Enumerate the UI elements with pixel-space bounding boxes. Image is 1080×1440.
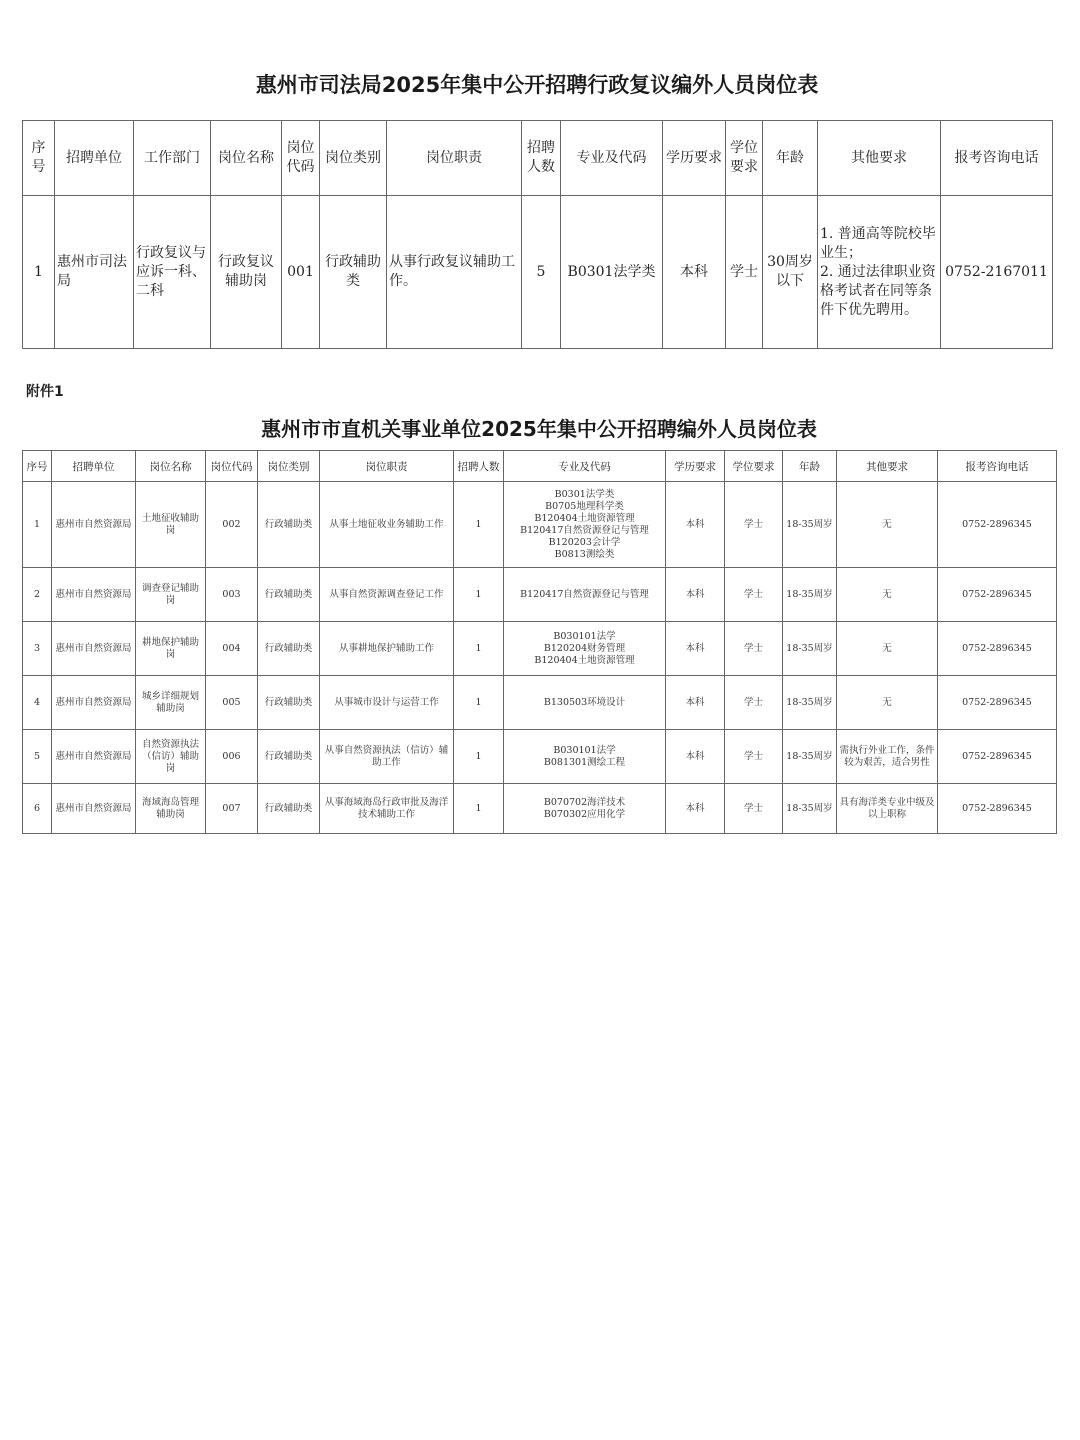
degree-requirement: 学士	[725, 568, 783, 622]
major-item: B081301测绘工程	[543, 756, 626, 768]
row-number: 5	[23, 730, 52, 784]
recruit-count: 1	[454, 784, 504, 834]
major-item: B070302应用化学	[543, 808, 626, 820]
education-requirement: 本科	[666, 568, 725, 622]
recruit-count: 1	[454, 622, 504, 676]
post-category: 行政辅助类	[258, 730, 320, 784]
table1-header-cell: 招聘人数	[522, 121, 561, 196]
recruit-count: 1	[454, 568, 504, 622]
table2-header-cell: 学历要求	[666, 451, 725, 482]
table1-header-cell: 岗位类别	[320, 121, 387, 196]
age-requirement: 18-35周岁	[783, 730, 837, 784]
document-sheet-judicial-bureau	[22, 50, 1052, 349]
other-requirements: 无	[837, 622, 938, 676]
row-number: 2	[23, 568, 52, 622]
post-duty: 从事行政复议辅助工作。	[387, 196, 522, 349]
table2-header-cell: 序号	[23, 451, 52, 482]
degree-requirement: 学士	[725, 676, 783, 730]
table1-row	[23, 196, 1053, 349]
table1	[22, 120, 1053, 349]
table1-header-cell: 岗位代码	[282, 121, 320, 196]
post-name: 海域海岛管理辅助岗	[136, 784, 206, 834]
contact-phone: 0752-2167011	[941, 196, 1053, 349]
post-category: 行政辅助类	[258, 676, 320, 730]
recruiting-unit: 惠州市自然资源局	[52, 676, 136, 730]
table1-title: 惠州市司法局2025年集中公开招聘行政复议编外人员岗位表	[255, 73, 819, 97]
table-row	[23, 568, 1057, 622]
post-duty: 从事耕地保护辅助工作	[320, 622, 454, 676]
degree-requirement: 学士	[725, 482, 783, 568]
age-requirement: 18-35周岁	[783, 676, 837, 730]
post-name: 自然资源执法（信访）辅助岗	[136, 730, 206, 784]
recruit-count: 1	[454, 482, 504, 568]
contact-phone: 0752-2896345	[938, 676, 1057, 730]
post-code: 002	[206, 482, 258, 568]
age-requirement: 30周岁以下	[763, 196, 818, 349]
recruit-count: 5	[522, 196, 561, 349]
education-requirement: 本科	[666, 730, 725, 784]
table2-header-cell: 学位要求	[725, 451, 783, 482]
table-row	[23, 482, 1057, 568]
attachment-label: 附件1	[26, 384, 64, 400]
major-item: B120417自然资源登记与管理	[520, 524, 649, 536]
table1-header-cell: 专业及代码	[561, 121, 663, 196]
recruiting-unit: 惠州市自然资源局	[52, 568, 136, 622]
major-item: B120417自然资源登记与管理	[520, 588, 649, 600]
major-item: B0705地理科学类	[545, 500, 624, 512]
recruiting-unit: 惠州市自然资源局	[52, 622, 136, 676]
table-row	[23, 784, 1057, 834]
major-item: B130503环境设计	[543, 696, 626, 708]
major-codes	[504, 676, 666, 730]
major-item: B120404土地资源管理	[534, 654, 635, 666]
table-row	[23, 622, 1057, 676]
row-number: 3	[23, 622, 52, 676]
document-sheet-municipal-agencies	[22, 378, 1056, 834]
table2-header-cell: 岗位名称	[136, 451, 206, 482]
post-code: 005	[206, 676, 258, 730]
row-number: 6	[23, 784, 52, 834]
post-name: 行政复议辅助岗	[211, 196, 282, 349]
post-name: 调查登记辅助岗	[136, 568, 206, 622]
table1-header-cell: 序号	[23, 121, 55, 196]
post-code: 006	[206, 730, 258, 784]
table2-header-cell: 岗位代码	[206, 451, 258, 482]
table1-header-cell: 招聘单位	[55, 121, 134, 196]
row-number: 4	[23, 676, 52, 730]
table2-header-row	[23, 451, 1057, 482]
post-category: 行政辅助类	[320, 196, 387, 349]
post-code: 004	[206, 622, 258, 676]
table1-header-row	[23, 121, 1053, 196]
recruiting-unit: 惠州市司法局	[55, 196, 134, 349]
table2	[22, 450, 1057, 834]
degree-requirement: 学士	[726, 196, 763, 349]
degree-requirement: 学士	[725, 622, 783, 676]
other-requirements: 需执行外业工作，条件较为艰苦，适合男性	[837, 730, 938, 784]
table2-header-cell: 专业及代码	[504, 451, 666, 482]
other-requirements	[818, 196, 941, 349]
major-item: B0813测绘类	[554, 548, 615, 560]
post-duty: 从事自然资源执法（信访）辅助工作	[320, 730, 454, 784]
table2-header-cell: 招聘人数	[454, 451, 504, 482]
other-requirement-1: 1. 普通高等院校毕业生；	[820, 225, 936, 261]
table2-header-cell: 年龄	[783, 451, 837, 482]
major-codes	[504, 482, 666, 568]
major-item: B030101法学	[553, 630, 616, 642]
table1-header-cell: 工作部门	[134, 121, 211, 196]
table1-header-cell: 学位要求	[726, 121, 763, 196]
age-requirement: 18-35周岁	[783, 622, 837, 676]
post-name: 耕地保护辅助岗	[136, 622, 206, 676]
contact-phone: 0752-2896345	[938, 784, 1057, 834]
table1-header-cell: 报考咨询电话	[941, 121, 1053, 196]
table1-header-cell: 岗位职责	[387, 121, 522, 196]
post-name: 土地征收辅助岗	[136, 482, 206, 568]
table1-header-cell: 学历要求	[663, 121, 726, 196]
contact-phone: 0752-2896345	[938, 622, 1057, 676]
other-requirement-2: 2. 通过法律职业资格考试者在同等条件下优先聘用。	[820, 263, 936, 318]
major-code: B0301法学类	[561, 196, 663, 349]
major-item: B120204财务管理	[543, 642, 626, 654]
table2-header-cell: 岗位类别	[258, 451, 320, 482]
major-codes	[504, 622, 666, 676]
education-requirement: 本科	[663, 196, 726, 349]
age-requirement: 18-35周岁	[783, 568, 837, 622]
post-code: 001	[282, 196, 320, 349]
major-item: B120203会计学	[548, 536, 621, 548]
post-category: 行政辅助类	[258, 784, 320, 834]
row-number: 1	[23, 482, 52, 568]
table1-header-cell: 年龄	[763, 121, 818, 196]
major-item: B120404土地资源管理	[534, 512, 635, 524]
education-requirement: 本科	[666, 676, 725, 730]
contact-phone: 0752-2896345	[938, 730, 1057, 784]
education-requirement: 本科	[666, 482, 725, 568]
recruiting-unit: 惠州市自然资源局	[52, 482, 136, 568]
major-codes	[504, 730, 666, 784]
other-requirements: 具有海洋类专业中级及以上职称	[837, 784, 938, 834]
age-requirement: 18-35周岁	[783, 784, 837, 834]
post-name: 城乡详细规划辅助岗	[136, 676, 206, 730]
table2-header-cell: 报考咨询电话	[938, 451, 1057, 482]
post-duty: 从事自然资源调查登记工作	[320, 568, 454, 622]
table2-header-cell: 招聘单位	[52, 451, 136, 482]
contact-phone: 0752-2896345	[938, 568, 1057, 622]
recruit-count: 1	[454, 730, 504, 784]
table-row	[23, 730, 1057, 784]
table1-header-cell: 其他要求	[818, 121, 941, 196]
post-duty: 从事城市设计与运营工作	[320, 676, 454, 730]
other-requirements: 无	[837, 676, 938, 730]
major-item: B070702海洋技术	[543, 796, 626, 808]
major-item: B030101法学	[553, 744, 616, 756]
post-duty: 从事土地征收业务辅助工作	[320, 482, 454, 568]
education-requirement: 本科	[666, 784, 725, 834]
table2-title: 惠州市市直机关事业单位2025年集中公开招聘编外人员岗位表	[261, 417, 817, 441]
row-number: 1	[23, 196, 55, 349]
work-department: 行政复议与应诉一科、二科	[134, 196, 211, 349]
post-category: 行政辅助类	[258, 482, 320, 568]
table-row	[23, 676, 1057, 730]
post-duty: 从事海域海岛行政审批及海洋技术辅助工作	[320, 784, 454, 834]
table2-header-cell: 其他要求	[837, 451, 938, 482]
other-requirements: 无	[837, 482, 938, 568]
major-codes	[504, 784, 666, 834]
post-code: 007	[206, 784, 258, 834]
recruiting-unit: 惠州市自然资源局	[52, 730, 136, 784]
table2-header-cell: 岗位职责	[320, 451, 454, 482]
post-code: 003	[206, 568, 258, 622]
other-requirements: 无	[837, 568, 938, 622]
recruit-count: 1	[454, 676, 504, 730]
recruiting-unit: 惠州市自然资源局	[52, 784, 136, 834]
major-codes	[504, 568, 666, 622]
post-category: 行政辅助类	[258, 568, 320, 622]
education-requirement: 本科	[666, 622, 725, 676]
table1-header-cell: 岗位名称	[211, 121, 282, 196]
age-requirement: 18-35周岁	[783, 482, 837, 568]
degree-requirement: 学士	[725, 784, 783, 834]
contact-phone: 0752-2896345	[938, 482, 1057, 568]
degree-requirement: 学士	[725, 730, 783, 784]
major-item: B0301法学类	[554, 488, 615, 500]
post-category: 行政辅助类	[258, 622, 320, 676]
